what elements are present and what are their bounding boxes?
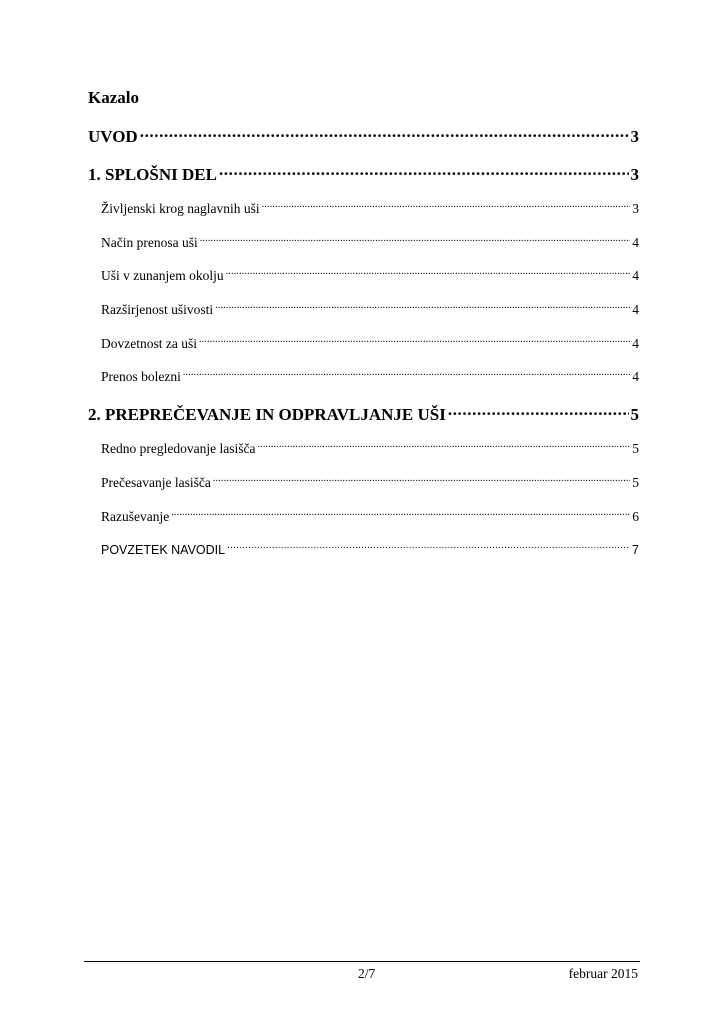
toc-entry-title: UVOD — [88, 127, 138, 146]
toc-dot-leader — [171, 507, 630, 521]
toc-entry-page: 6 — [632, 508, 639, 524]
toc-dot-leader — [200, 233, 631, 247]
toc-entry-title: Razširjenost ušivosti — [101, 301, 214, 317]
toc-entry-page: 5 — [632, 474, 639, 490]
footer-divider — [84, 961, 640, 962]
toc-entry-razusevanje[interactable] — [101, 507, 639, 525]
toc-entry-title: Prečesavanje lasišča — [101, 474, 211, 490]
toc-entry-title: Način prenosa uši — [101, 234, 198, 250]
toc-entry-title: Razuševanje — [101, 508, 170, 524]
toc-entry-dovzetnost[interactable] — [101, 334, 639, 352]
toc-entry-page: 3 — [632, 200, 639, 216]
toc-entry-nacin-prenosa[interactable] — [101, 233, 639, 251]
toc-entry-page: 4 — [632, 267, 639, 283]
toc-entry-zivljenski-krog[interactable] — [101, 199, 639, 217]
toc-dot-leader — [199, 334, 630, 348]
toc-entry-title: POVZETEK NAVODIL — [101, 542, 226, 557]
toc-entry-title: Življenski krog naglavnih uši — [101, 200, 260, 216]
footer-date: februar 2015 — [568, 966, 638, 981]
toc-entry-preprecevanje[interactable] — [88, 403, 639, 425]
toc-entry-title: 2. PREPREČEVANJE IN ODPRAVLJANJE UŠI — [88, 405, 446, 424]
toc-entry-page: 4 — [632, 335, 639, 351]
toc-entry-page: 5 — [630, 405, 639, 424]
toc-dot-leader — [227, 541, 630, 554]
footer-page-number: 2/7 — [358, 966, 376, 981]
toc-entry-prenos-bolezni[interactable] — [101, 367, 639, 385]
toc-entry-page: 3 — [630, 165, 639, 184]
toc-entry-uvod[interactable] — [88, 125, 639, 147]
toc-dot-leader — [219, 163, 629, 180]
toc-entry-page: 4 — [632, 368, 639, 384]
toc-entry-povzetek-navodil[interactable] — [101, 541, 639, 558]
toc-entry-page: 7 — [632, 542, 639, 557]
toc-entry-page: 4 — [632, 301, 639, 317]
toc-entry-usi-v-okolju[interactable] — [101, 266, 639, 284]
toc-entry-page: 4 — [632, 234, 639, 250]
toc-entry-page: 3 — [630, 127, 639, 146]
toc-entry-title: Dovzetnost za uši — [101, 335, 197, 351]
toc-entry-precesavanje[interactable] — [101, 473, 639, 491]
toc-dot-leader — [226, 266, 631, 280]
toc-entry-razsirjenost[interactable] — [101, 300, 639, 318]
toc-entry-splosni-del[interactable] — [88, 163, 639, 185]
toc-dot-leader — [262, 199, 631, 213]
toc-entry-title: Redno pregledovanje lasišča — [101, 440, 256, 456]
toc-entry-title: Uši v zunanjem okolju — [101, 267, 224, 283]
toc-dot-leader — [140, 125, 629, 142]
toc-heading: Kazalo — [88, 88, 139, 107]
toc-entry-title: 1. SPLOŠNI DEL — [88, 165, 217, 184]
toc-dot-leader — [215, 300, 630, 314]
toc-dot-leader — [448, 403, 629, 420]
toc-dot-leader — [213, 473, 630, 487]
toc-entry-title: Prenos bolezni — [101, 368, 181, 384]
toc-entry-page: 5 — [632, 440, 639, 456]
toc-dot-leader — [257, 439, 630, 453]
toc-entry-redno-pregledovanje[interactable] — [101, 439, 639, 457]
toc-dot-leader — [183, 367, 630, 381]
